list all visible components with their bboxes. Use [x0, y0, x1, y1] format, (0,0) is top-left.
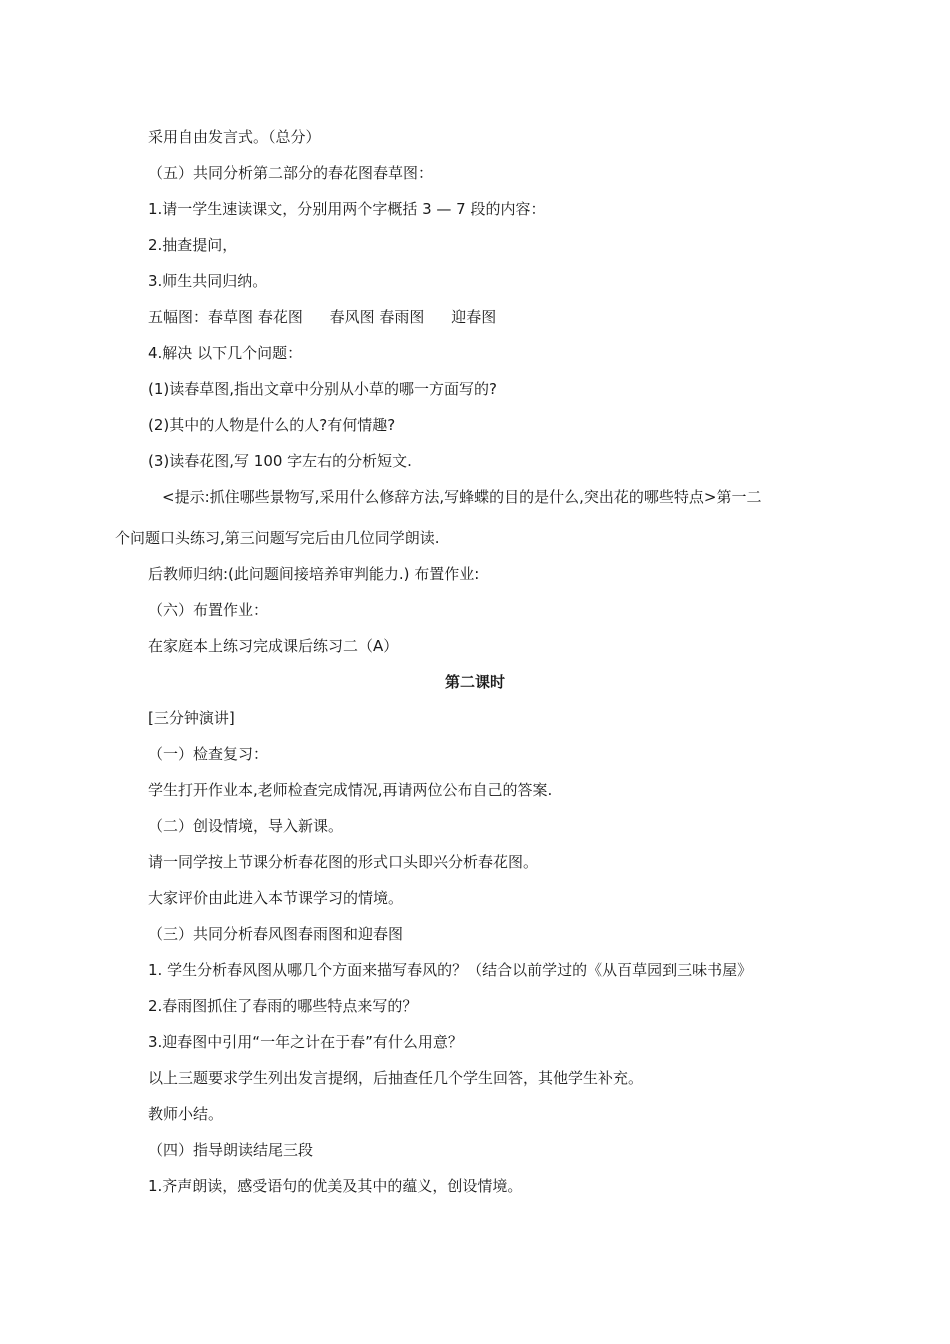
- text-line: 在家庭本上练习完成课后练习二（A）: [148, 637, 399, 655]
- picture-item: 春花图: [257, 308, 303, 326]
- text-line: 后教师归纳:(此问题间接培养审判能力.) 布置作业:: [148, 565, 480, 583]
- text-line: 2.春雨图抓住了春雨的哪些特点来写的？: [148, 997, 418, 1015]
- pictures-line: [148, 307, 496, 327]
- text-line: 1.齐声朗读，感受语句的优美及其中的蕴义，创设情境。: [148, 1177, 523, 1195]
- text-line: 3.迎春图中引用“一年之计在于春”有什么用意？: [148, 1033, 463, 1051]
- text-line: 采用自由发言式。（总分）: [148, 128, 321, 146]
- picture-item: 春雨图: [379, 308, 425, 326]
- text-line: 2.抽查提问，: [148, 236, 238, 254]
- text-line: (1)读春草图,指出文章中分别从小草的哪一方面写的?: [148, 380, 497, 398]
- picture-item: 春风图: [329, 308, 375, 326]
- section-title: 第二课时: [444, 673, 505, 691]
- text-line: （五）共同分析第二部分的春花图春草图：: [148, 164, 434, 182]
- text-line: （六）布置作业：: [148, 601, 269, 619]
- pictures-label: 五幅图：: [148, 308, 209, 326]
- text-line: 4.解决 以下几个问题：: [148, 344, 303, 362]
- text-line: 请一同学按上节课分析春花图的形式口头即兴分析春花图。: [148, 853, 539, 871]
- text-line: （三）共同分析春风图春雨图和迎春图: [148, 925, 404, 943]
- text-line: <提示:抓住哪些景物写,采用什么修辞方法,写蜂蝶的目的是什么,突出花的哪些特点>第一二: [162, 488, 762, 506]
- text-line: （四）指导朗读结尾三段: [148, 1141, 314, 1159]
- picture-item: 迎春图: [451, 308, 497, 326]
- text-line: 1. 学生分析春风图从哪几个方面来描写春风的？（结合以前学过的《从百草园到三味书屋》: [148, 961, 753, 979]
- text-line: 教师小结。: [148, 1105, 224, 1123]
- text-line: （一）检查复习：: [148, 745, 269, 763]
- text-line: 1.请一学生速读课文，分别用两个字概括 3 — 7 段的内容：: [148, 200, 546, 218]
- text-line: （二）创设情境，导入新课。: [148, 817, 344, 835]
- text-line: [三分钟演讲]: [148, 709, 235, 727]
- text-line: (3)读春花图,写 100 字左右的分析短文.: [148, 452, 412, 470]
- text-line: 个问题口头练习,第三问题写完后由几位同学朗读.: [115, 529, 440, 547]
- text-line: 大家评价由此进入本节课学习的情境。: [148, 889, 404, 907]
- text-line: 3.师生共同归纳。: [148, 272, 268, 290]
- picture-item: 春草图: [208, 308, 254, 326]
- text-line: 以上三题要求学生列出发言提纲，后抽查任几个学生回答，其他学生补充。: [148, 1069, 644, 1087]
- text-line: (2)其中的人物是什么的人?有何情趣?: [148, 416, 396, 434]
- text-line: 学生打开作业本,老师检查完成情况,再请两位公布自己的答案.: [148, 781, 553, 799]
